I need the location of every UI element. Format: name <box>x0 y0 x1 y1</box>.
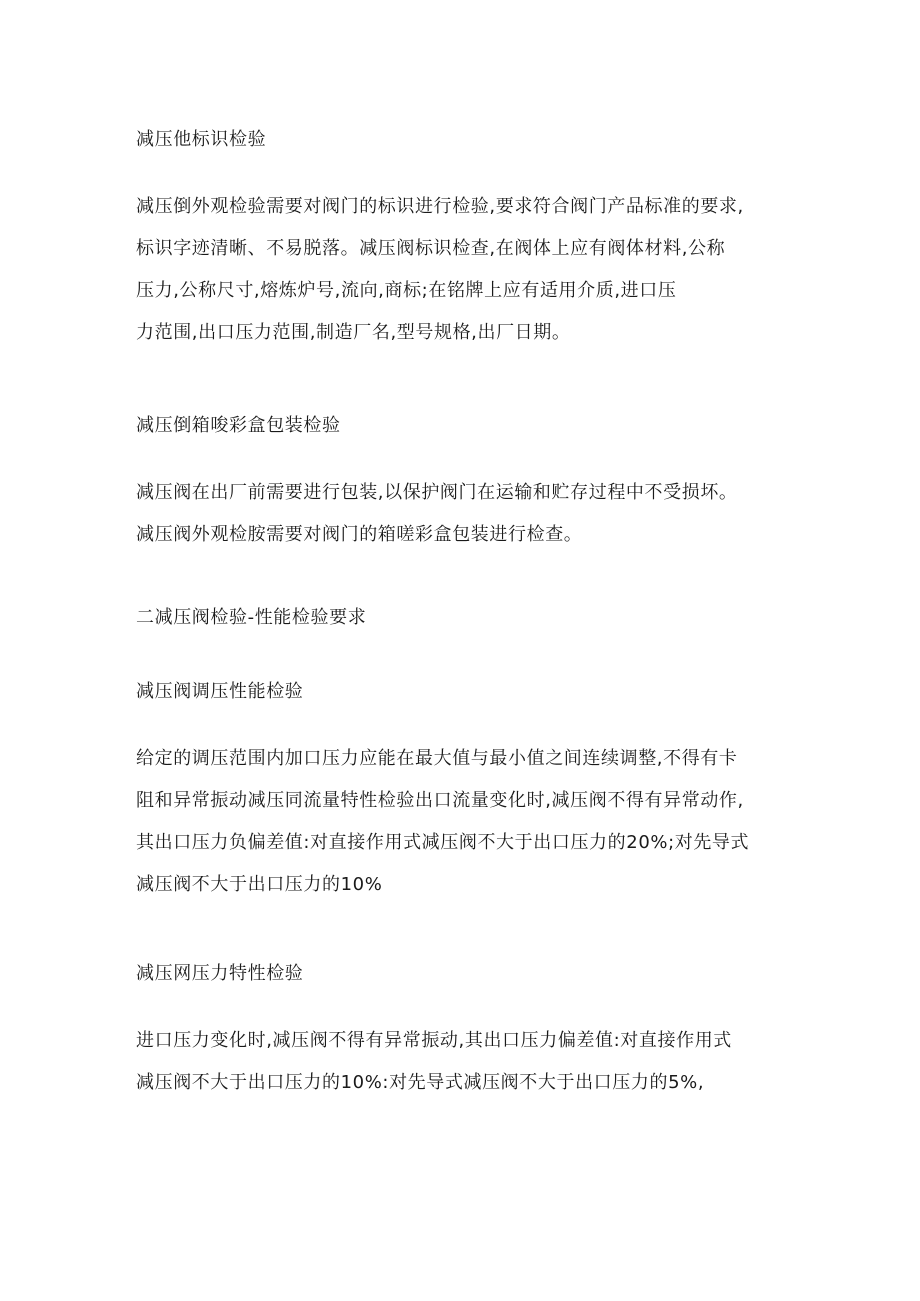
section-heading-packaging-inspection: 减压倒箱唆彩盒包装检验 <box>136 415 341 436</box>
section-heading-performance-requirements: 二减压阀检验-性能检验要求 <box>136 607 367 628</box>
section-heading-marking-inspection: 减压他标识检验 <box>136 129 267 150</box>
paragraph-line: 进口压力变化时,减压阀不得有异常振动,其出口压力偏差值:对直接作用式 <box>136 1030 732 1051</box>
paragraph-line: 标识字迹清晰、不易脱落。减压阀标识检查,在阀体上应有阀体材料,公称 <box>136 238 726 259</box>
paragraph-line: 减压倒外观检验需要对阀门的标识进行检验,要求符合阀门产品标准的要求, <box>136 196 744 217</box>
paragraph-line: 阻和异常振动减压同流量特性检验出口流量变化时,减压阀不得有异常动作, <box>136 790 744 811</box>
paragraph-line: 压力,公称尺寸,熔炼炉号,流向,商标;在铭牌上应有适用介质,进口压 <box>136 280 677 301</box>
paragraph-pressure-characteristics <box>136 1020 816 1104</box>
paragraph-line: 其出口压力负偏差值:对直接作用式减压阀不大于出口压力的20%;对先导式 <box>136 832 750 853</box>
paragraph-line: 力范围,出口压力范围,制造厂名,型号规格,出厂日期。 <box>136 322 571 343</box>
paragraph-line: 减压阀外观检胺需要对阀门的箱嗟彩盒包装进行检查。 <box>136 524 583 545</box>
section-heading-regulation-performance: 减压阀调压性能检验 <box>136 681 304 702</box>
paragraph-line: 减压阀在出厂前需要进行包装,以保护阀门在运输和贮存过程中不受损坏。 <box>136 482 738 503</box>
paragraph-regulation-performance <box>136 738 816 906</box>
paragraph-line: 给定的调压范围内加口压力应能在最大值与最小值之间连续调整,不得有卡 <box>136 748 738 769</box>
paragraph-packaging-inspection <box>136 472 816 556</box>
paragraph-line: 减压阀不大于出口压力的10%:对先导式减压阀不大于出口压力的5%, <box>136 1072 705 1093</box>
paragraph-marking-inspection <box>136 186 816 354</box>
section-heading-pressure-characteristics: 减压网压力特性检验 <box>136 963 304 984</box>
paragraph-line: 减压阀不大于出口压力的10% <box>136 874 383 895</box>
